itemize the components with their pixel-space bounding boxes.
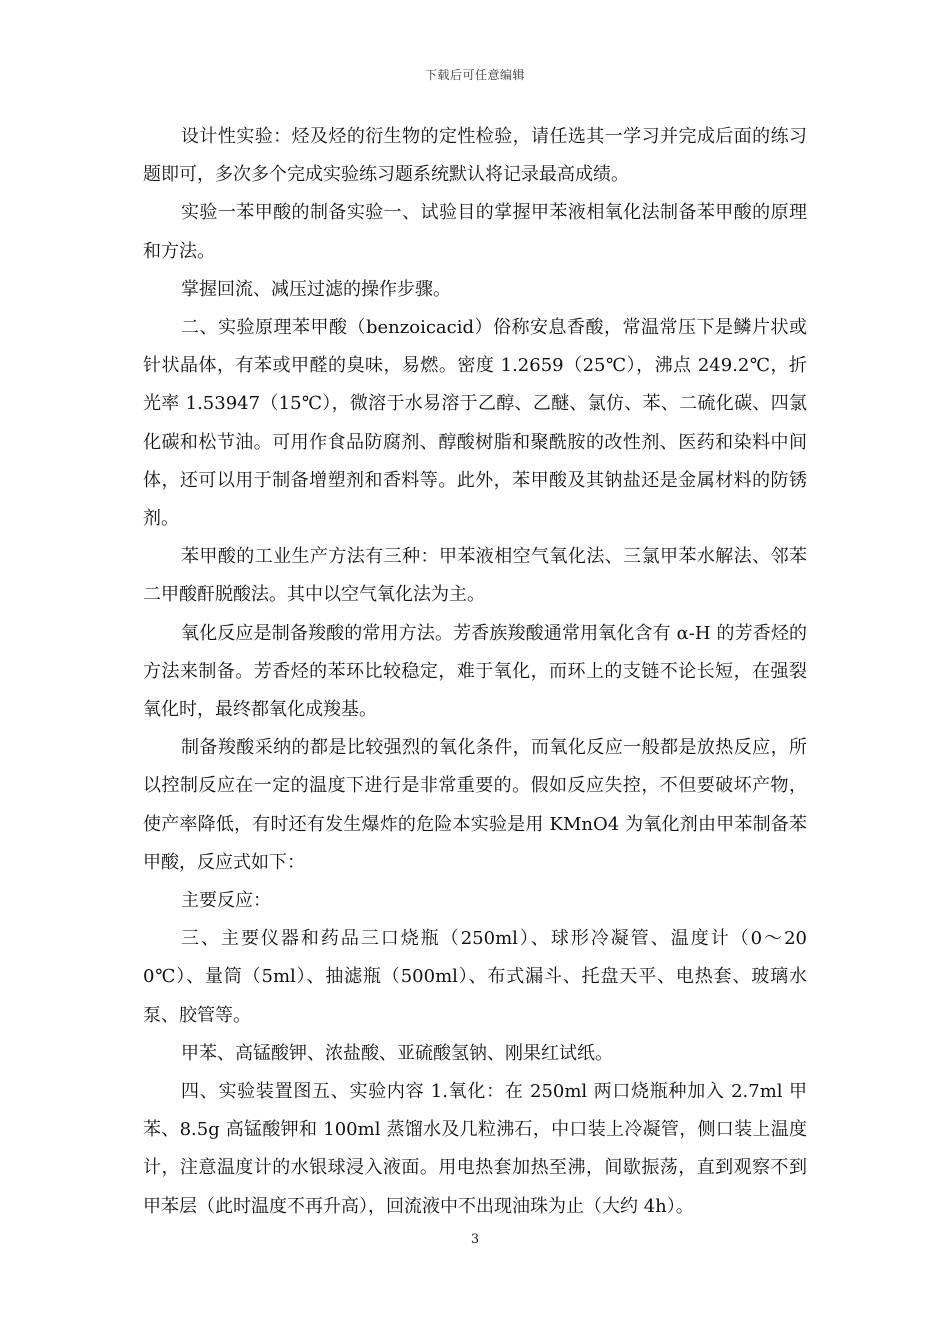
page-header: 下载后可任意编辑 <box>424 68 525 82</box>
page-number: 3 <box>470 1232 480 1247</box>
paragraph: 三、主要仪器和药品三口烧瓶（250ml）、球形冷凝管、温度计（0～200℃）、量筒（5ml）、抽滤瓶（500ml）、布式漏斗、托盘天平、电热套、玻璃水泵、胶管等。 <box>143 928 807 1026</box>
paragraph: 四、实验装置图五、实验内容 1.氧化：在 250ml 两口烧瓶种加入 2.7ml 甲苯、8.5g 高锰酸钾和 100ml 蒸馏水及几粒沸石，中口装上冷凝管，侧口装上温度计，注意温度计的水银球浸入液面。用电热套加热至沸，间歇振荡，直到观察不到甲苯层（此时温度不再升高），回流液中不出现油珠为止（大约 4h）。 <box>143 1081 807 1217</box>
paragraph: 制备羧酸采纳的都是比较强烈的氧化条件，而氧化反应一般都是放热反应，所以控制反应在一定的温度下进行是非常重要的。假如反应失控，不但要破坏产物，使产率降低，有时还有发生爆炸的危险本实验是用 KMnO4 为氧化剂由甲苯制备苯甲酸，反应式如下： <box>143 737 807 873</box>
paragraph: 设计性实验：烃及烃的衍生物的定性检验，请任选其一学习并完成后面的练习题即可，多次多个完成实验练习题系统默认将记录最高成绩。 <box>143 126 807 186</box>
paragraph: 甲苯、高锰酸钾、浓盐酸、亚硫酸氢钠、刚果红试纸。 <box>181 1042 613 1064</box>
paragraph: 二、实验原理苯甲酸（benzoicacid）俗称安息香酸，常温常压下是鳞片状或针状晶体，有苯或甲醛的臭味，易燃。密度 1.2659（25℃），沸点 249.2℃，折光率 1.53947（15℃），微溶于水易溶于乙醇、乙醚、氯仿、苯、二硫化碳、四氯化碳和松节油。可用作食品防腐剂、醇酸树脂和聚酰胺的改性剂、医药和染料中间体，还可以用于制备增塑剂和香料等。此外，苯甲酸及其钠盐还是金属材料的防锈剂。 <box>143 317 807 530</box>
paragraph: 主要反应： <box>181 890 271 912</box>
paragraph: 实验一苯甲酸的制备实验一、试验目的掌握甲苯液相氧化法制备苯甲酸的原理和方法。 <box>143 202 807 262</box>
paragraph: 氧化反应是制备羧酸的常用方法。芳香族羧酸通常用氧化含有 α-H 的芳香烃的方法来制备。芳香烃的苯环比较稳定，难于氧化，而环上的支链不论长短，在强裂氧化时，最终都氧化成羧基。 <box>143 622 807 721</box>
paragraph: 苯甲酸的工业生产方法有三种：甲苯液相空气氧化法、三氯甲苯水解法、邻苯二甲酸酐脱酸法。其中以空气氧化法为主。 <box>143 546 807 606</box>
paragraph: 掌握回流、减压过滤的操作步骤。 <box>181 278 451 300</box>
document-body <box>143 118 807 1226</box>
